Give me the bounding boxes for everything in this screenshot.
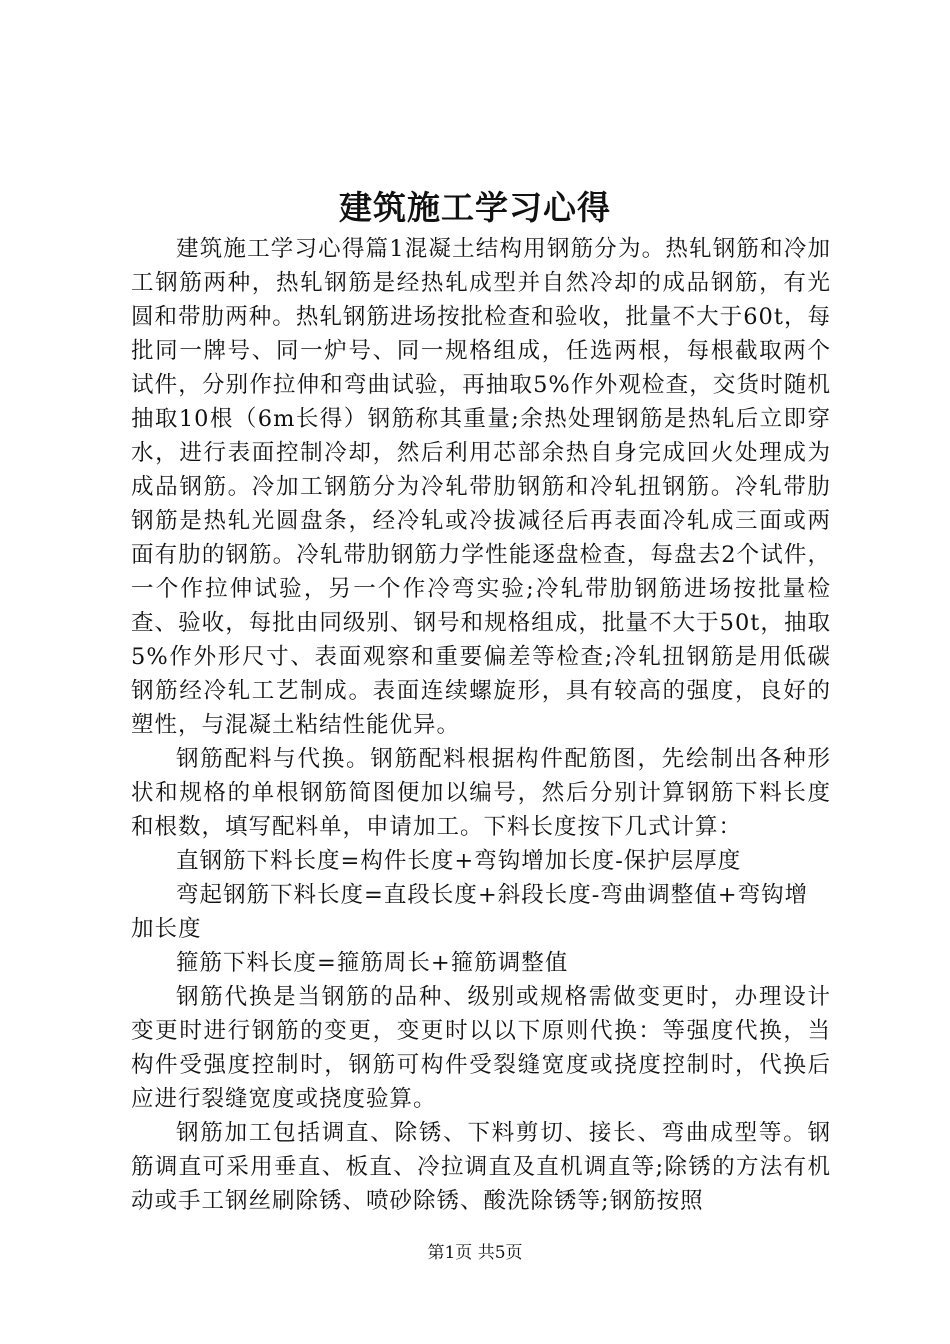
formula-straight-rebar: 直钢筋下料长度=构件长度+弯钩增加长度-保护层厚度 xyxy=(176,848,742,874)
paragraph-rebar-substitution: 钢筋代换是当钢筋的品种、级别或规格需做变更时，办理设计变更时进行钢筋的变更，变更时以以下原则代换：等强度代换，当构件受强度控制时，钢筋可构件受裂缝宽度或挠度控制时，代换后应进行裂缝宽度或挠度验算。 xyxy=(131,984,831,1112)
paragraph-rebar-types: 建筑施工学习心得篇1混凝土结构用钢筋分为。热轧钢筋和冷加工钢筋两种，热轧钢筋是经热轧成型并自然冷却的成品钢筋，有光圆和带肋两种。热轧钢筋进场按批检查和验收，批量不大于60t，每批同一牌号、同一炉号、同一规格组成，任选两根，每根截取两个试件，分别作拉伸和弯曲试验，再抽取5%作外观检查，交货时随机抽取10根（6m长得）钢筋称其重量;余热处理钢筋是热轧后立即穿水，进行表面控制冷却，然后利用芯部余热自身完成回火处理成为成品钢筋。冷加工钢筋分为冷轧带肋钢筋和冷轧扭钢筋。冷轧带肋钢筋是热轧光圆盘条，经冷轧或冷拔减径后再表面冷轧成三面或两面有肋的钢筋。冷轧带肋钢筋力学性能逐盘检查，每盘去2个试件，一个作拉伸试验，另一个作冷弯实验;冷轧带肋钢筋进场按批量检查、验收，每批由同级别、钢号和规格组成，批量不大于50t，抽取5%作外形尺寸、表面观察和重要偏差等检查;冷轧扭钢筋是用低碳钢筋经冷轧工艺制成。表面连续螺旋形，具有较高的强度，良好的塑性，与混凝土粘结性能优异。 xyxy=(131,236,831,738)
page-footer: 第1页 共5页 xyxy=(427,1243,523,1263)
document-body xyxy=(131,232,831,1218)
formula-bent-rebar: 弯起钢筋下料长度=直段长度+斜段长度-弯曲调整值+弯钩增加长度 xyxy=(131,882,809,942)
paragraph-rebar-processing: 钢筋加工包括调直、除锈、下料剪切、接长、弯曲成型等。钢筋调直可采用垂直、板直、冷拉调直及直机调直等;除锈的方法有机动或手工钢丝刷除锈、喷砂除锈、酸洗除锈等;钢筋按照 xyxy=(131,1120,831,1214)
document-title: 建筑施工学习心得 xyxy=(339,188,611,227)
paragraph-rebar-batching: 钢筋配料与代换。钢筋配料根据构件配筋图，先绘制出各种形状和规格的单根钢筋简图便加以编号，然后分别计算钢筋下料长度和根数，填写配料单，申请加工。下料长度按下几式计算： xyxy=(131,746,831,840)
formula-stirrup: 箍筋下料长度=箍筋周长+箍筋调整值 xyxy=(176,950,569,976)
